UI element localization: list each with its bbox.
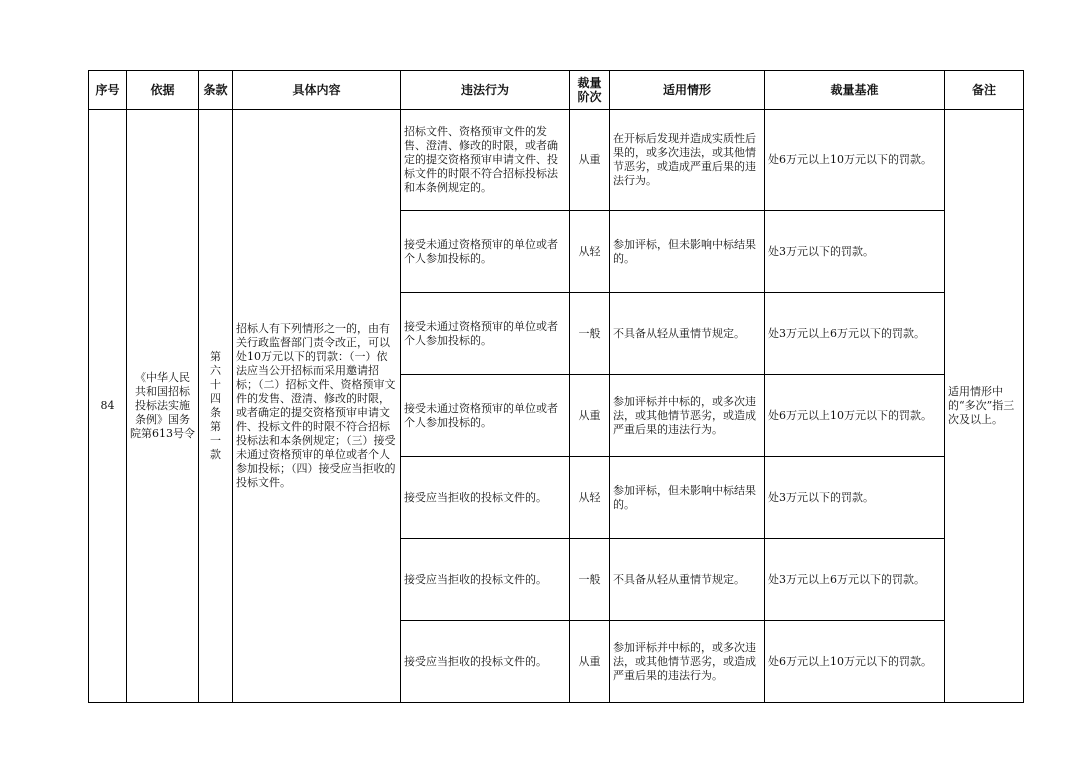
standard-cell: 处6万元以上10万元以下的罚款。	[765, 621, 945, 703]
header-standard: 裁量基准	[765, 71, 945, 110]
header-situation: 适用情形	[610, 71, 765, 110]
standard-cell: 处3万元以上6万元以下的罚款。	[765, 539, 945, 621]
violation-cell: 接受应当拒收的投标文件的。	[401, 539, 570, 621]
situation-cell: 参加评标并中标的，或多次违法，或其他情节恶劣，或造成严重后果的违法行为。	[610, 621, 765, 703]
notes-cell: 适用情形中的“多次”指三次及以上。	[945, 110, 1024, 703]
violation-cell: 招标文件、资格预审文件的发售、澄清、修改的时限，或者确定的提交资格预审申请文件、投标文件的时限不符合招标投标法和本条例规定的。	[401, 110, 570, 211]
standard-cell: 处3万元以下的罚款。	[765, 211, 945, 293]
situation-cell: 不具备从轻从重情节规定。	[610, 293, 765, 375]
header-clause: 条款	[199, 71, 233, 110]
tier-cell: 从轻	[570, 211, 610, 293]
violation-cell: 接受未通过资格预审的单位或者个人参加投标的。	[401, 293, 570, 375]
table-row	[89, 110, 1024, 211]
standard-cell: 处3万元以下的罚款。	[765, 457, 945, 539]
tier-cell: 从重	[570, 621, 610, 703]
tier-cell: 一般	[570, 539, 610, 621]
violation-cell: 接受应当拒收的投标文件的。	[401, 621, 570, 703]
clause-text: 第六十四条第一款	[210, 350, 221, 461]
violation-cell: 接受未通过资格预审的单位或者个人参加投标的。	[401, 211, 570, 293]
content-cell: 招标人有下列情形之一的，由有关行政监督部门责令改正，可以处10万元以下的罚款：（一）依法应当公开招标而采用邀请招标；（二）招标文件、资格预审文件的发售、澄清、修改的时限，或者确定的提交资格预审申请文件、投标文件的时限不符合招标投标法和本条例规定；（三）接受未通过资格预审的单位或者个人参加投标；（四）接受应当拒收的投标文件。	[233, 110, 401, 703]
standard-cell: 处6万元以上10万元以下的罚款。	[765, 110, 945, 211]
situation-cell: 参加评标，但未影响中标结果的。	[610, 211, 765, 293]
tier-cell: 从重	[570, 110, 610, 211]
situation-cell: 参加评标并中标的，或多次违法，或其他情节恶劣，或造成严重后果的违法行为。	[610, 375, 765, 457]
header-tier: 裁量阶次	[570, 71, 610, 110]
header-violation: 违法行为	[401, 71, 570, 110]
tier-cell: 从轻	[570, 457, 610, 539]
violation-cell: 接受应当拒收的投标文件的。	[401, 457, 570, 539]
header-row	[89, 71, 1024, 110]
situation-cell: 参加评标，但未影响中标结果的。	[610, 457, 765, 539]
standard-cell: 处3万元以上6万元以下的罚款。	[765, 293, 945, 375]
penalty-discretion-table	[88, 70, 1024, 703]
header-seq: 序号	[89, 71, 127, 110]
seq-cell: 84	[89, 110, 127, 703]
header-content: 具体内容	[233, 71, 401, 110]
standard-cell: 处6万元以上10万元以下的罚款。	[765, 375, 945, 457]
header-basis: 依据	[127, 71, 199, 110]
tier-cell: 一般	[570, 293, 610, 375]
basis-cell: 《中华人民共和国招标投标法实施条例》国务院第613号令	[127, 110, 199, 703]
header-notes: 备注	[945, 71, 1024, 110]
situation-cell: 不具备从轻从重情节规定。	[610, 539, 765, 621]
violation-cell: 接受未通过资格预审的单位或者个人参加投标的。	[401, 375, 570, 457]
situation-cell: 在开标后发现并造成实质性后果的，或多次违法，或其他情节恶劣，或造成严重后果的违法行为。	[610, 110, 765, 211]
tier-cell: 从重	[570, 375, 610, 457]
clause-cell	[199, 110, 233, 703]
